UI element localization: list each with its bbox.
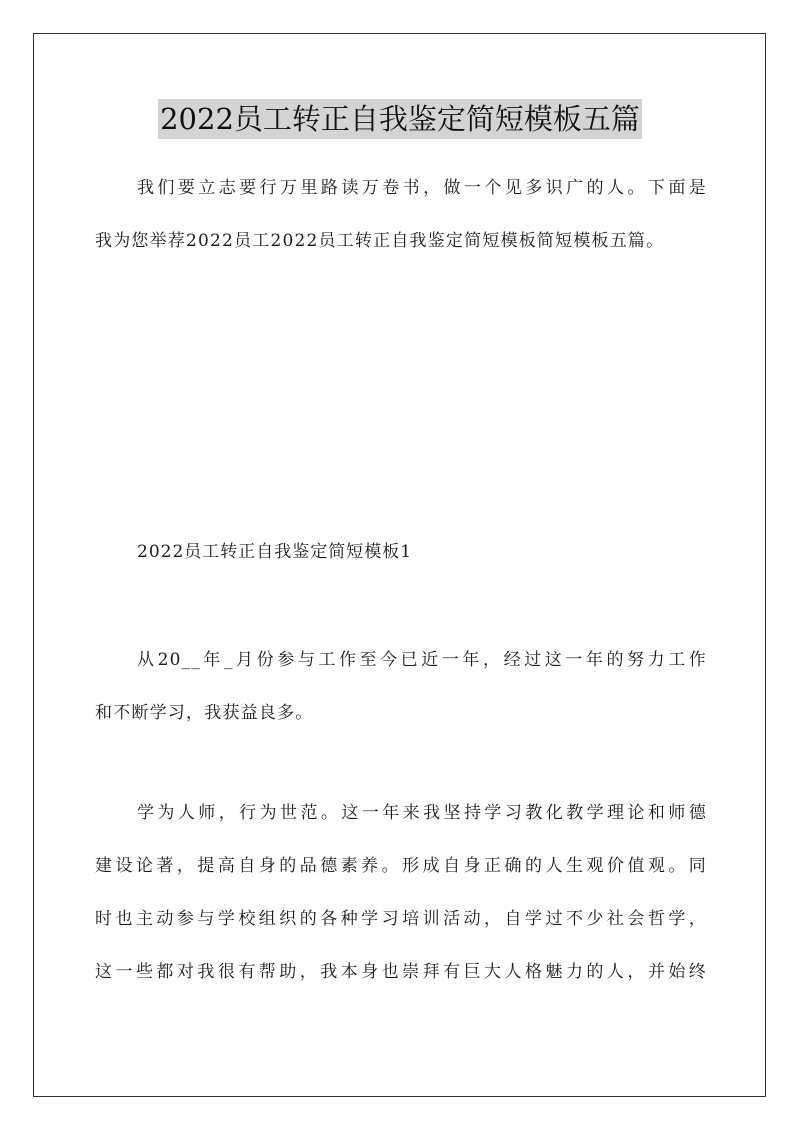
para2-line-2: 建设论著，提高自身的品德素养。形成自身正确的人生观价值观。同 — [95, 856, 707, 876]
body-paragraph-2 — [95, 787, 707, 999]
document-title: 2022员工转正自我鉴定简短模板五篇 — [158, 99, 642, 139]
para1-line-1: 从20__年_月份参与工作至今已近一年，经过这一年的努力工作 — [137, 650, 707, 670]
body-paragraph-1 — [95, 634, 707, 740]
intro-paragraph — [95, 162, 707, 268]
intro-line-2: 我为您举荐2022员工2022员工转正自我鉴定简短模板简短模板五篇。 — [95, 231, 665, 251]
para1-line-2: 和不断学习，我获益良多。 — [95, 703, 314, 723]
intro-line-1: 我们要立志要行万里路读万卷书，做一个见多识广的人。下面是 — [137, 178, 707, 198]
title-container — [0, 99, 800, 139]
para2-line-3: 时也主动参与学校组织的各种学习培训活动，自学过不少社会哲学， — [95, 909, 707, 929]
section-heading: 2022员工转正自我鉴定简短模板1 — [137, 542, 413, 562]
para2-line-1: 学为人师，行为世范。这一年来我坚持学习教化教学理论和师德 — [137, 803, 707, 823]
para2-line-4: 这一些都对我很有帮助，我本身也崇拜有巨大人格魅力的人，并始终 — [95, 962, 707, 982]
